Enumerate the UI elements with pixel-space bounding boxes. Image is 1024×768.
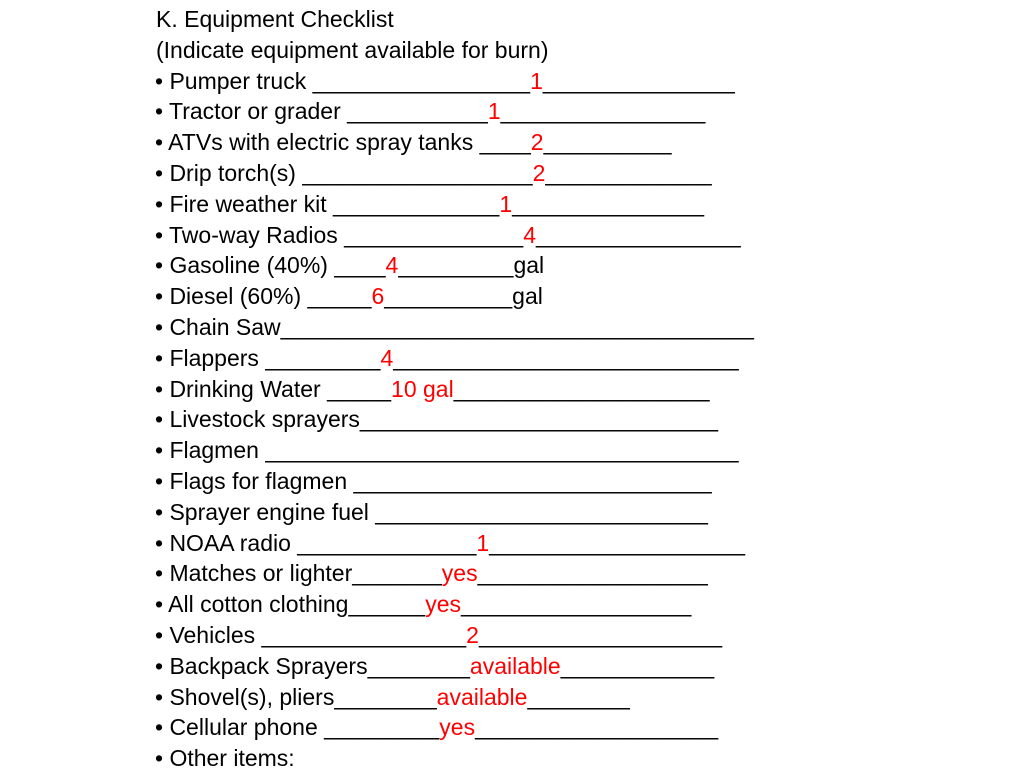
item-entered-value: 4 — [385, 252, 399, 279]
item-label: • Chain Saw_____________________________________ — [155, 313, 754, 340]
checklist-item — [155, 651, 754, 682]
item-label: • Matches or lighter_______ — [155, 560, 442, 587]
item-entered-value: yes — [425, 591, 461, 618]
item-entered-value: 2 — [532, 159, 546, 186]
checklist-item — [155, 312, 754, 343]
checklist-item — [155, 281, 754, 312]
item-trailing-blank: ___________________________ — [393, 344, 739, 371]
item-trailing-blank: __________________ — [477, 560, 708, 587]
checklist-item — [155, 250, 754, 281]
item-entered-value: yes — [439, 714, 476, 741]
checklist-item — [155, 620, 754, 651]
equipment-checklist — [156, 4, 754, 768]
item-label: • Pumper truck _________________ — [155, 67, 531, 94]
item-label: • Drip torch(s) __________________ — [155, 159, 533, 186]
checklist-item — [155, 66, 754, 97]
item-label: • NOAA radio ______________ — [155, 529, 477, 556]
checklist-item — [155, 466, 754, 497]
item-label: • Shovel(s), pliers________ — [155, 683, 437, 710]
item-trailing-blank: ___________________ — [475, 714, 719, 741]
item-trailing-blank: _____________ — [545, 159, 712, 186]
checklist-item — [155, 743, 754, 768]
item-entered-value: 4 — [380, 344, 394, 371]
item-label: • Cellular phone _________ — [155, 714, 440, 741]
item-label: • Livestock sprayers____________________________ — [155, 406, 719, 433]
item-label: • ATVs with electric spray tanks ____ — [155, 129, 531, 156]
item-trailing-blank: ____________________ — [453, 375, 710, 402]
item-label: • Tractor or grader ___________ — [155, 98, 488, 125]
checklist-item — [155, 558, 754, 589]
item-label: • Flappers _________ — [155, 344, 381, 371]
checklist-item — [155, 189, 754, 220]
item-trailing-blank: __________gal — [384, 283, 543, 310]
item-trailing-blank: ____________________ — [489, 529, 746, 556]
item-trailing-blank: _________gal — [398, 252, 545, 279]
checklist-item — [155, 589, 754, 620]
checklist-item — [155, 404, 754, 435]
item-trailing-blank: ____________ — [560, 652, 715, 679]
item-entered-value: 1 — [499, 190, 513, 217]
checklist-items — [156, 66, 754, 768]
checklist-item — [155, 343, 754, 374]
checklist-title: K. Equipment Checklist — [156, 6, 394, 32]
item-label: • Other items: — [155, 745, 295, 768]
item-entered-value: available — [436, 683, 528, 710]
item-trailing-blank: ________ — [527, 683, 630, 710]
item-trailing-blank: _______________ — [512, 190, 705, 217]
item-label: • Two-way Radios ______________ — [155, 221, 524, 248]
item-label: • Diesel (60%) _____ — [155, 283, 372, 310]
checklist-item — [155, 497, 754, 528]
checklist-item — [155, 96, 754, 127]
checklist-item — [155, 127, 754, 158]
checklist-item — [155, 158, 754, 189]
item-entered-value: 1 — [530, 67, 543, 94]
item-label: • Backpack Sprayers________ — [155, 652, 470, 679]
item-entered-value: 2 — [530, 129, 544, 156]
checklist-item — [155, 374, 754, 405]
item-label: • Drinking Water _____ — [155, 375, 392, 402]
item-label: • Vehicles ________________ — [155, 621, 467, 648]
item-entered-value: 10 gal — [391, 375, 454, 402]
checklist-subtitle: (Indicate equipment available for burn) — [156, 36, 549, 63]
item-trailing-blank: ___________________ — [478, 621, 723, 648]
item-entered-value: 6 — [371, 283, 385, 310]
item-entered-value: 1 — [476, 529, 490, 556]
checklist-item — [155, 220, 754, 251]
checklist-item — [155, 435, 754, 466]
item-label: • Flags for flagmen ____________________________ — [155, 467, 712, 494]
item-label: • Sprayer engine fuel __________________________ — [155, 498, 708, 525]
item-label: • Flagmen _____________________________________ — [155, 437, 739, 464]
checklist-item — [155, 528, 754, 559]
item-entered-value: 2 — [466, 621, 479, 648]
item-trailing-blank: __________ — [543, 129, 672, 156]
item-trailing-blank: ________________ — [536, 221, 741, 248]
item-trailing-blank: __________________ — [461, 591, 692, 618]
item-label: • Fire weather kit _____________ — [155, 190, 500, 217]
checklist-item — [155, 682, 754, 713]
item-entered-value: 4 — [523, 221, 537, 248]
item-entered-value: available — [469, 652, 561, 679]
item-entered-value: 1 — [487, 98, 501, 125]
item-trailing-blank: ________________ — [500, 98, 706, 125]
item-label: • All cotton clothing______ — [155, 591, 426, 618]
checklist-item — [155, 712, 754, 743]
item-entered-value: yes — [441, 560, 478, 587]
item-label: • Gasoline (40%) ____ — [155, 252, 386, 279]
item-trailing-blank: _______________ — [542, 67, 735, 94]
